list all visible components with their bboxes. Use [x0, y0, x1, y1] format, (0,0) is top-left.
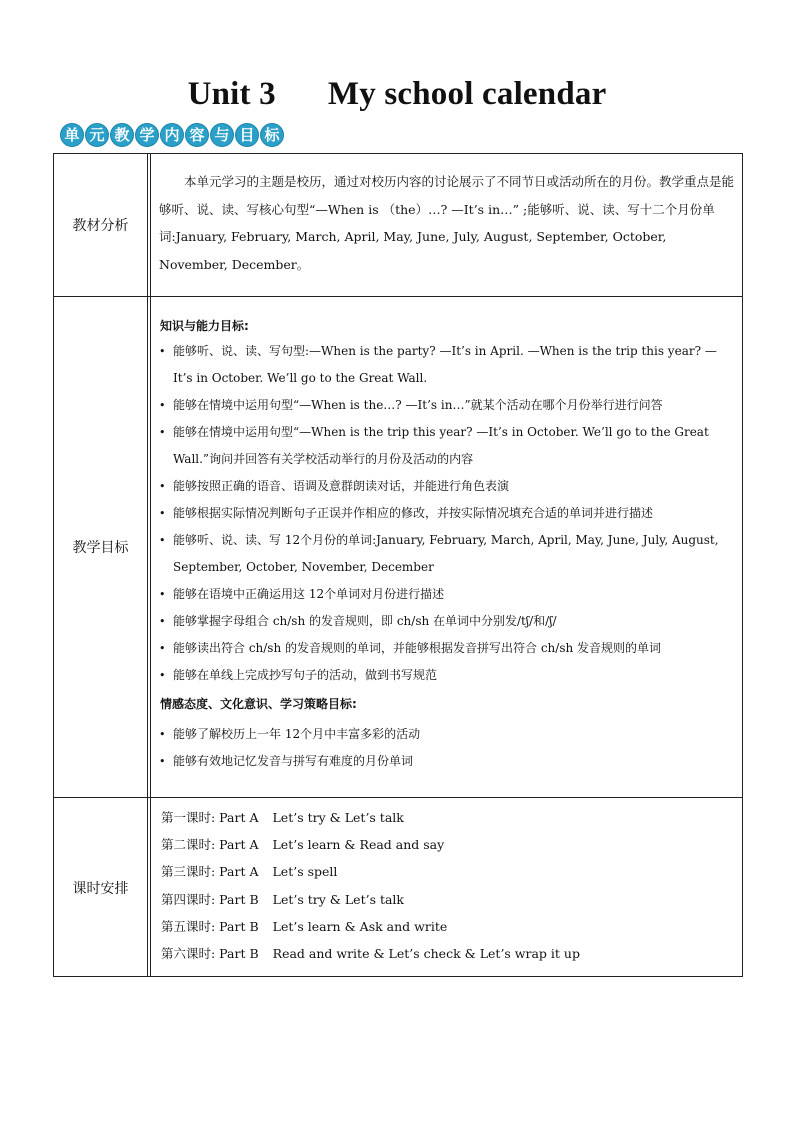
goals-row — [54, 296, 742, 797]
list-item: • 能够了解校历上一年 12个月中丰富多彩的活动 — [151, 721, 736, 748]
schedule-item — [161, 913, 580, 940]
list-item: • 能够在情境中运用句型“—When is the trip this year? —It’s in October. We’ll go to the Great Wall.”询问并回答有关学校活动举行的月份及活动的内容 — [151, 419, 736, 473]
schedule-label: 课时安排 — [54, 798, 148, 977]
list-item: • 能够掌握字母组合 ch/sh 的发音规则，即 ch/sh 在单词中分别发/tʃ/和/ʃ/ — [151, 608, 736, 635]
schedule-item — [161, 804, 580, 831]
schedule-item — [161, 858, 580, 885]
badge-char: 学 — [135, 123, 159, 147]
schedule-period: 第一课时: Part A — [161, 810, 259, 825]
schedule-item — [161, 940, 580, 967]
schedule-period: 第六课时: Part B — [161, 946, 259, 962]
schedule-period: 第三课时: Part A — [161, 864, 259, 880]
analysis-cell — [150, 154, 742, 296]
knowledge-heading: 知识与能力目标: — [160, 319, 249, 333]
badge-char: 单 — [60, 123, 84, 147]
schedule-content: Let’s try & Let’s talk — [272, 891, 405, 907]
title-unit: Unit 3 — [187, 76, 276, 112]
badge-char: 教 — [110, 123, 134, 147]
list-item: • 能够听、说、读、写句型:—When is the party? —It’s in April. —When is the trip this year? —It’s in October. We’ll go to the Great Wall. — [151, 338, 736, 392]
badge-char: 标 — [260, 123, 284, 147]
schedule-content: Let’s spell — [272, 864, 338, 880]
list-item: • 能够听、说、读、写 12个月份的单词:January, February, March, April, May, June, July, August, September, October, November, December — [151, 527, 736, 581]
list-item: • 能够根据实际情况判断句子正误并作相应的修改，并按实际情况填充合适的单词并进行描述 — [151, 500, 736, 527]
list-item: • 能够读出符合 ch/sh 的发音规则的单词，并能够根据发音拼写出符合 ch/sh 发音规则的单词 — [151, 635, 736, 662]
schedule-item — [161, 886, 580, 913]
affect-list — [151, 721, 736, 775]
badge-char: 元 — [85, 123, 109, 147]
schedule-period: 第二课时: Part A — [161, 837, 259, 853]
goals-cell — [150, 297, 742, 797]
badge-char: 内 — [160, 123, 184, 147]
badge-char: 与 — [210, 123, 234, 147]
badge-char: 容 — [185, 123, 209, 147]
section-badge — [60, 123, 285, 151]
list-item: • 能够有效地记忆发音与拼写有难度的月份单词 — [151, 748, 736, 775]
list-item: • 能够在语境中正确运用这 12个单词对月份进行描述 — [151, 581, 736, 608]
page-title — [0, 76, 794, 113]
analysis-label: 教材分析 — [54, 154, 148, 296]
schedule-row — [54, 797, 742, 977]
schedule-item — [161, 831, 580, 858]
schedule-list — [161, 804, 580, 967]
schedule-cell — [150, 798, 742, 977]
knowledge-list — [151, 338, 736, 689]
list-item: • 能够按照正确的语音、语调及意群朗读对话，并能进行角色表演 — [151, 473, 736, 500]
analysis-text: 本单元学习的主题是校历，通过对校历内容的讨论展示了不同节日或活动所在的月份。教学重点是能够听、说、读、写核心句型“—When is （the）…? —It’s in…” ;能够听、说、读、写十二个月份单词:January, February, March, April, May, June, July, August, September, October, November, December。 — [159, 174, 735, 272]
title-name: My school calendar — [327, 76, 607, 112]
unit-content-table — [53, 153, 743, 977]
schedule-content: Let’s learn & Ask and write — [272, 918, 448, 934]
schedule-content: Let’s learn & Read and say — [272, 837, 445, 853]
list-item: • 能够在情境中运用句型“—When is the…? —It’s in…”就某个活动在哪个月份举行进行问答 — [151, 392, 736, 419]
schedule-content: Read and write & Let’s check & Let’s wrap it up — [272, 946, 580, 962]
schedule-period: 第五课时: Part B — [161, 918, 259, 934]
schedule-period: 第四课时: Part B — [161, 891, 259, 907]
list-item: • 能够在单线上完成抄写句子的活动，做到书写规范 — [151, 662, 736, 689]
goals-label: 教学目标 — [54, 297, 148, 797]
analysis-row — [54, 154, 742, 296]
affect-heading: 情感态度、文化意识、学习策略目标: — [160, 697, 357, 711]
badge-char: 目 — [235, 123, 259, 147]
schedule-content: Let’s try & Let’s talk — [272, 810, 404, 825]
